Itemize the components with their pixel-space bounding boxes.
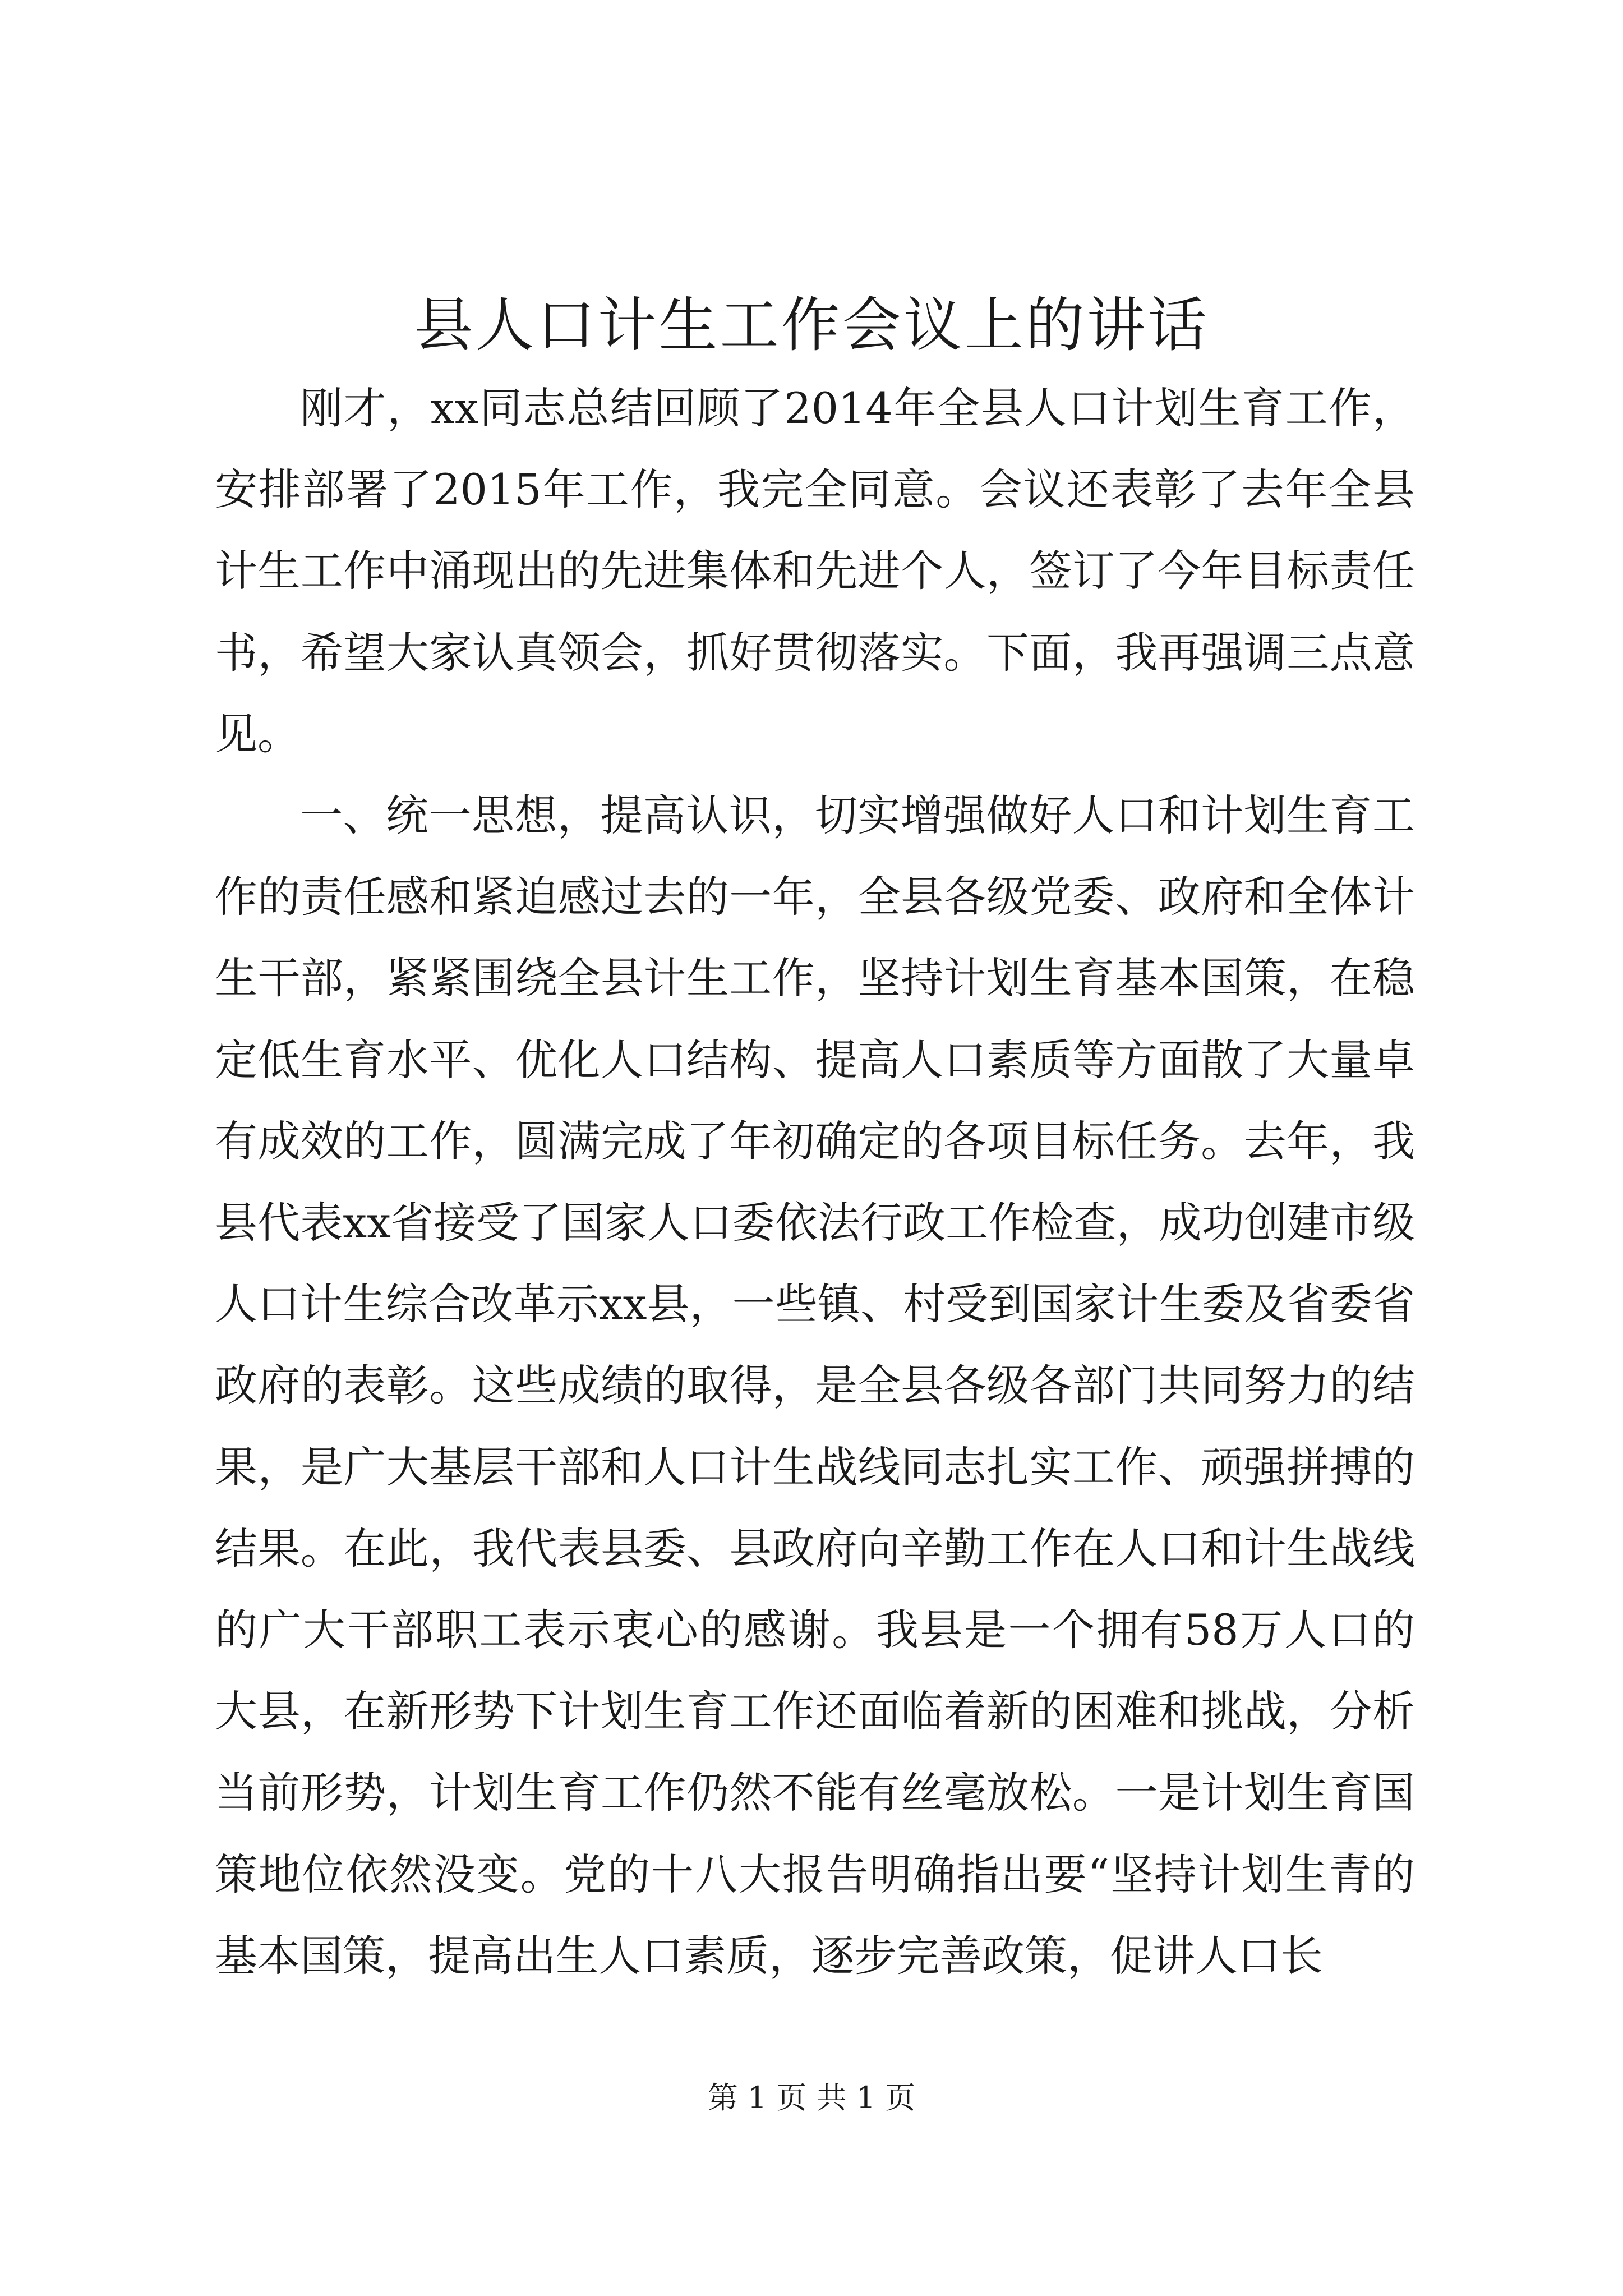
paragraph-intro: 刚才，xx同志总结回顾了2014年全县人口计划生育工作，安排部署了2015年工作，我完全同意。会议还表彰了去年全县计生工作中涌现出的先进集体和先进个人，签订了今年目标责任书，希望大家认真领会，抓好贯彻落实。下面，我再强调三点意见。 <box>215 383 1415 759</box>
paragraph-section-one: 一、统一思想，提高认识，切实增强做好人口和计划生育工作的责任感和紧迫感过去的一年，全县各级党委、政府和全体计生干部，紧紧围绕全县计生工作，坚持计划生育基本国策，在稳定低生育水平、优化人口结构、提高人口素质等方面散了大量卓有成效的工作，圆满完成了年初确定的各项目标任务。去年，我县代表xx省接受了国家人口委依法行政工作检查，成功创建市级人口计生综合改革示xx县，一些镇、村受到国家计生委及省委省政府的表彰。这些成绩的取得，是全县各级各部门共同努力的结果，是广大基层干部和人口计生战线同志扎实工作、顽强拼搏的结果。在此，我代表县委、县政府向辛勤工作在人口和计生战线的广大干部职工表示衷心的感谢。我县是一个拥有58万人口的大县，在新形势下计划生育工作还面临着新的困难和挑战，分析当前形势，计划生育工作仍然不能有丝毫放松。一是计划生育国策地位依然没变。党的十八大报告明确指出要“坚持计划生青的基本国策，提高出生人口素质，逐步完善政策，促讲人口长 <box>215 790 1415 1981</box>
document-title: 县人口计生工作会议上的讲话 <box>414 291 1209 360</box>
page-footer: 第 1 页 共 1 页 <box>707 2080 916 2115</box>
document-body <box>215 367 1415 1996</box>
